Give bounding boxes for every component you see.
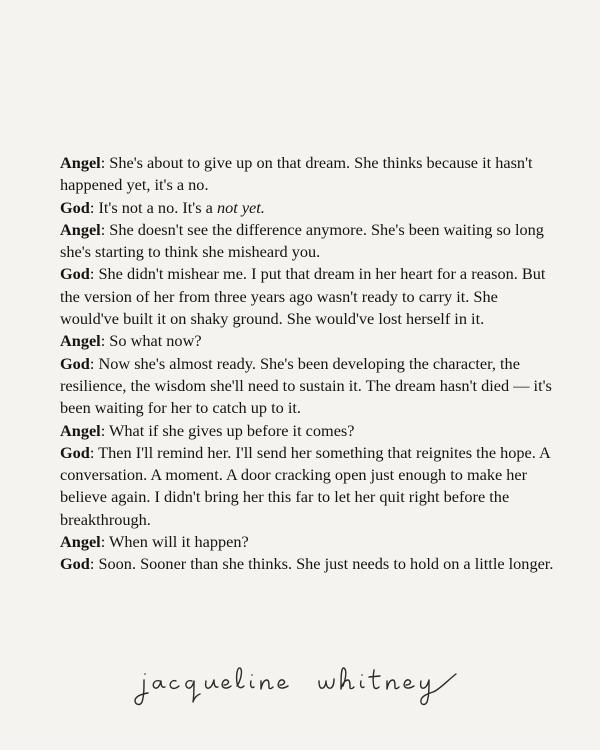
line-text: : Soon. Sooner than she thinks. She just needs to hold on a little longer. <box>89 554 554 574</box>
line-text: : Then I'll remind her. I'll send her something that reignites the hope. A conversation. A moment. A door cracking open just enough to make her believe again. I didn't bring her this far to let her quit right before the breakthrough. <box>60 442 550 529</box>
dialogue-line <box>60 353 560 420</box>
dialogue-text <box>60 152 560 576</box>
speaker-name: Angel <box>60 532 101 552</box>
speaker-name: God <box>60 442 90 462</box>
line-text: : She doesn't see the difference anymore. She's been waiting so long she's starting to think she misheard you. <box>60 219 544 262</box>
dialogue-line <box>60 263 560 330</box>
speaker-name: Angel <box>60 219 101 239</box>
line-text: : It's not a no. It's a <box>89 197 217 217</box>
dialogue-line <box>60 420 560 442</box>
dialogue-line <box>60 553 560 575</box>
speaker-name: Angel <box>60 420 101 440</box>
dialogue-line <box>60 330 560 352</box>
line-text: : So what now? <box>100 331 202 351</box>
dialogue-line <box>60 531 560 553</box>
dialogue-line <box>60 442 560 531</box>
speaker-name: Angel <box>60 331 101 351</box>
line-text: : Now she's almost ready. She's been developing the character, the resilience, the wisdom she'll need to sustain it. The dream hasn't died — it's been waiting for her to catch up to it. <box>60 353 552 418</box>
line-text: : She's about to give up on that dream. She thinks because it hasn't happened yet, it's a no. <box>60 153 533 195</box>
speaker-name: God <box>60 264 90 284</box>
signature-handwriting <box>130 658 470 708</box>
dialogue-line <box>60 219 560 264</box>
line-text: : She didn't mishear me. I put that dream in her heart for a reason. But the version of her from three years ago wasn't ready to carry it. She would've built it on shaky ground. She would've lost herself in it. <box>60 264 546 329</box>
speaker-name: God <box>60 197 90 217</box>
dialogue-line <box>60 197 560 219</box>
emphasized-text: not yet. <box>216 197 265 217</box>
speaker-name: Angel <box>60 153 101 172</box>
line-text: : What if she gives up before it comes? <box>100 420 355 440</box>
dialogue-line <box>60 152 560 197</box>
speaker-name: God <box>60 353 90 373</box>
speaker-name: God <box>60 554 90 574</box>
line-text: : When will it happen? <box>100 532 249 552</box>
